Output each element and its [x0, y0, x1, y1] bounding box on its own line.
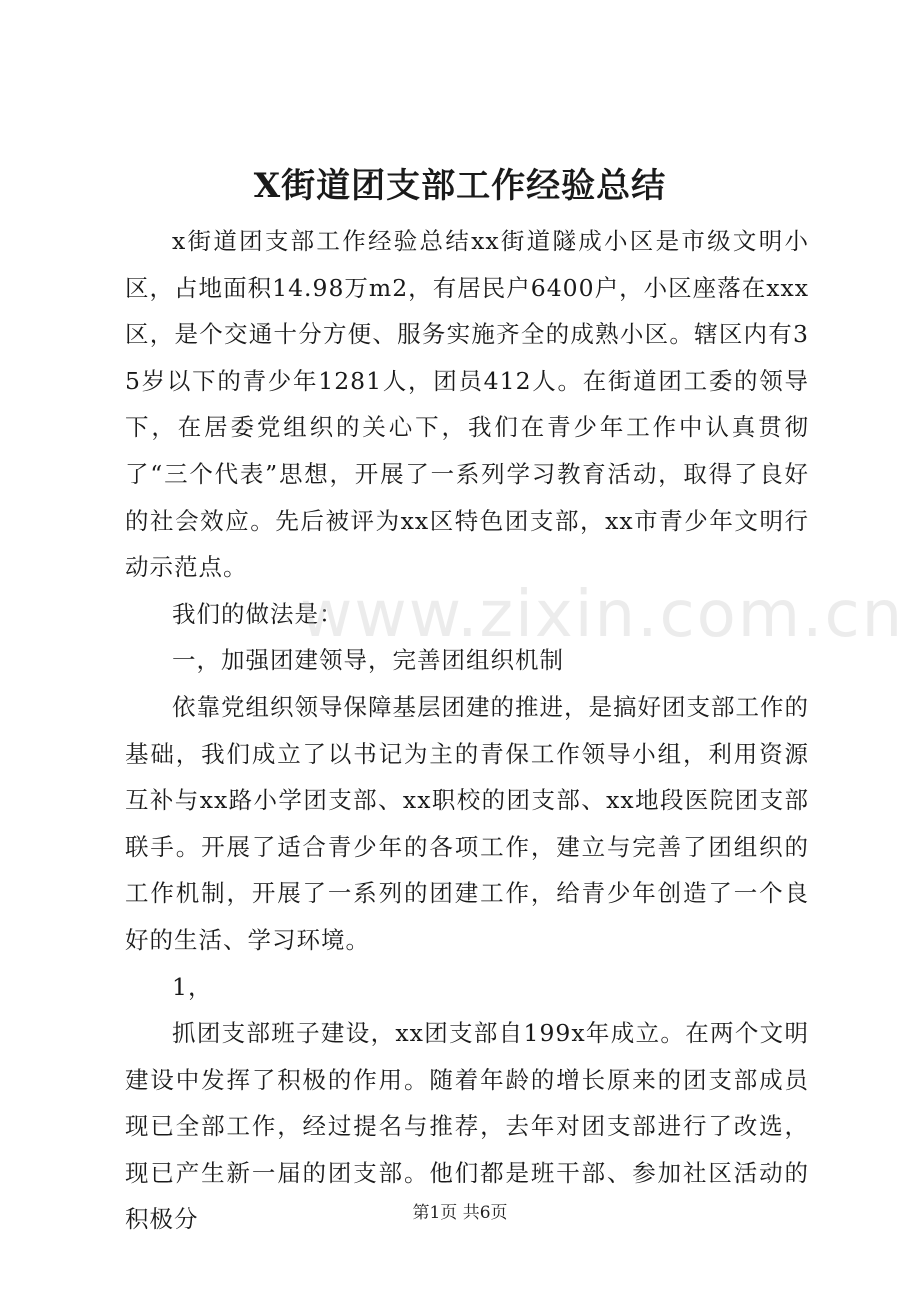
document-title: X街道团支部工作经验总结 — [253, 166, 667, 206]
page-footer: 第1页 共6页 — [412, 1203, 508, 1223]
list-number-1: 1， — [172, 972, 213, 1001]
paragraph-intro: x街道团支部工作经验总结xx街道隧成小区是市级文明小区，占地面积14.98万m2，有居民户6400户，小区座落在xxx区，是个交通十分方便、服务实施齐全的成熟小区。辖区内有35岁以下的青少年1281人，团员412人。在街道团工委的领导下，在居委党组织的关心下，我们在青少年工作中认真贯彻了“三个代表”思想，开展了一系列学习教育活动，取得了良好的社会效应。先后被评为xx区特色团支部，xx市青少年文明行动示范点。 — [125, 227, 809, 582]
section-heading-1: 一，加强团建领导，完善团组织机制 — [172, 646, 564, 675]
watermark: www.zixin.com.cn — [300, 578, 905, 652]
paragraph-method-lead: 我们的做法是： — [172, 599, 344, 628]
paragraph-section-1: 依靠党组织领导保障基层团建的推进，是搞好团支部工作的基础，我们成立了以书记为主的青保工作领导小组，利用资源互补与xx路小学团支部、xx职校的团支部、xx地段医院团支部联手。开展了适合青少年的各项工作，建立与完善了团组织的工作机制，开展了一系列的团建工作，给青少年创造了一个良好的生活、学习环境。 — [125, 692, 809, 954]
paragraph-item-1: 抓团支部班子建设，xx团支部自199x年成立。在两个文明建设中发挥了积极的作用。随着年龄的增长原来的团支部成员现已全部工作，经过提名与推荐，去年对团支部进行了改选，现已产生新一届的团支部。他们都是班干部、参加社区活动的积极分 — [125, 1019, 809, 1234]
document-body — [125, 218, 809, 1243]
